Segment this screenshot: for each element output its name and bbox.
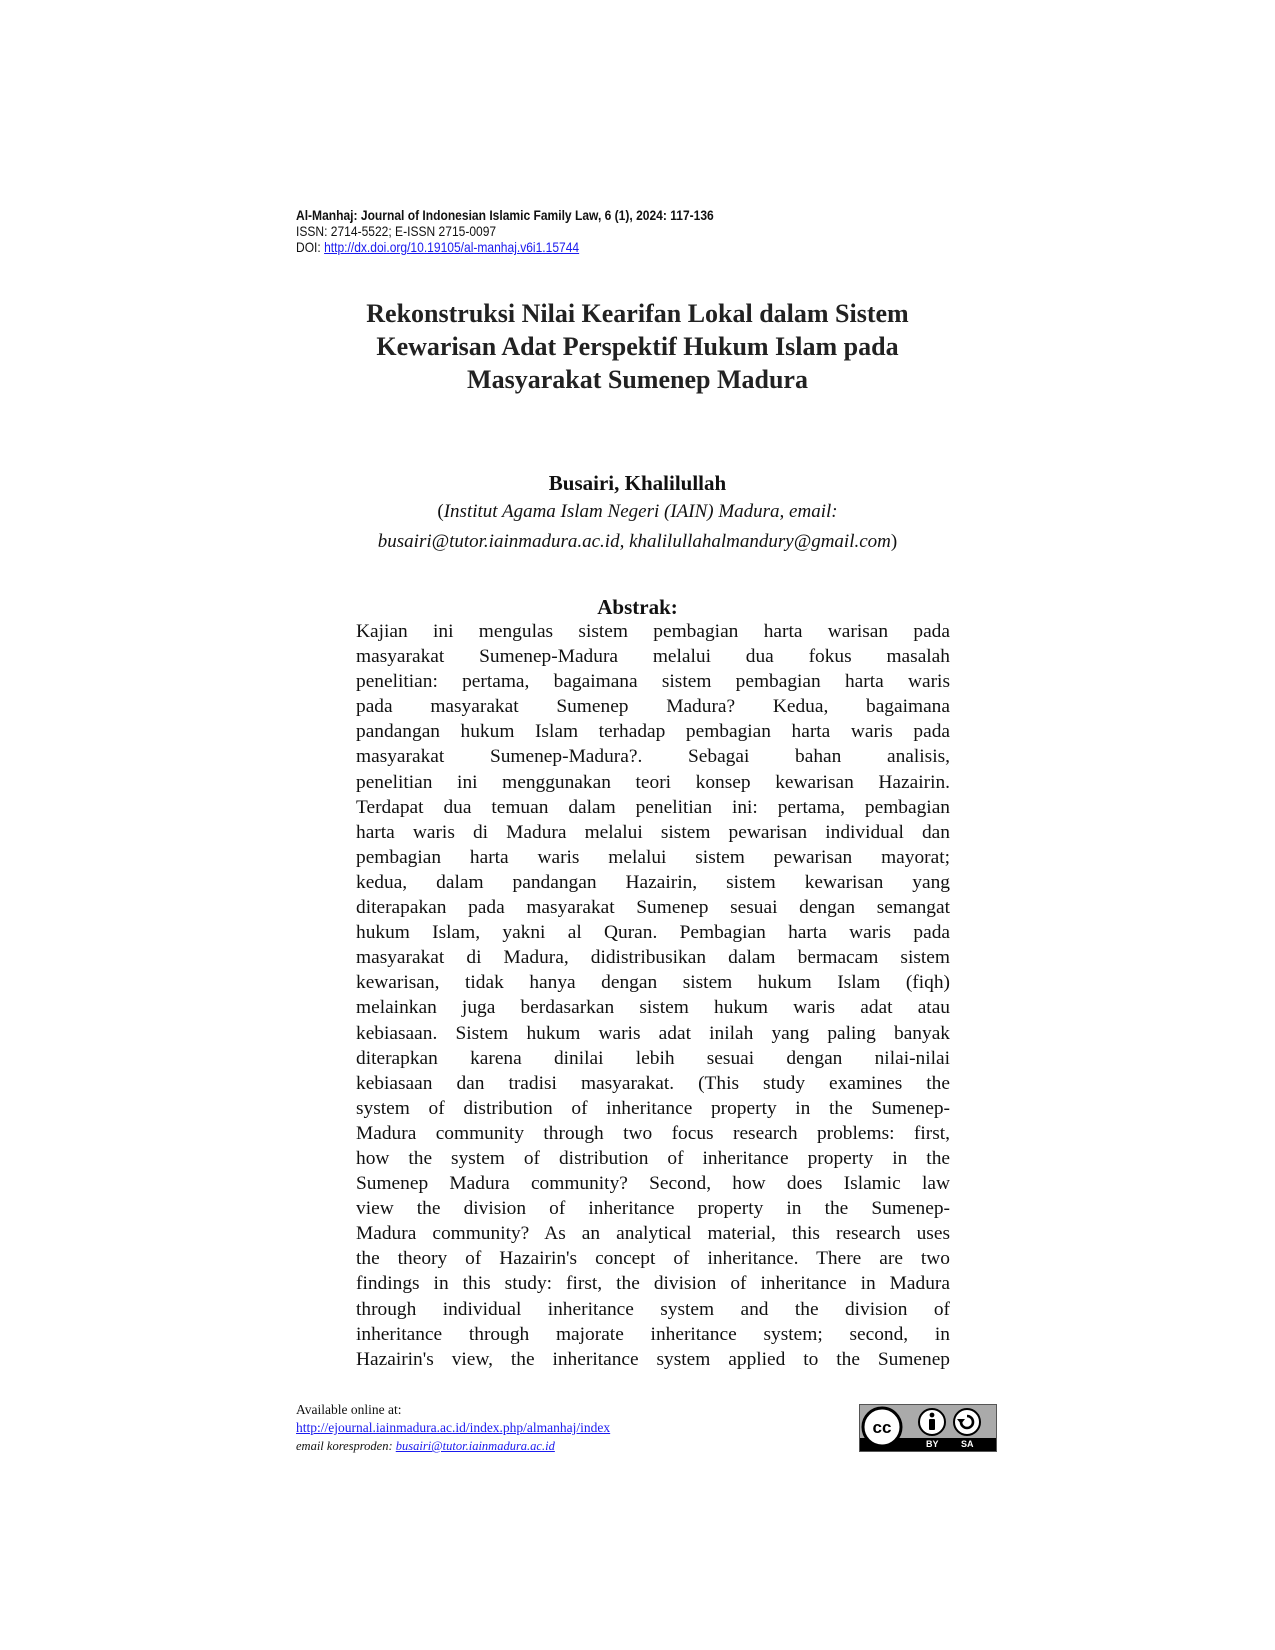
affiliation-institution: Institut Agama Islam Negeri (IAIN) Madura, email: — [443, 501, 838, 522]
abstract-line: findings in this study: first, the division of inheritance in Madura — [356, 1273, 950, 1295]
journal-issn: ISSN: 2714-5522; E-ISSN 2715-0097 — [296, 223, 497, 239]
journal-citation: Al-Manhaj: Journal of Indonesian Islamic Family Law, 6 (1), 2024: 117-136 — [296, 207, 714, 223]
cc-icon — [863, 1408, 901, 1446]
abstract-line: hukum Islam, yakni al Quran. Pembagian harta waris pada — [356, 922, 950, 944]
authors: Busairi, Khalilullah — [548, 471, 727, 495]
abstract-line: penelitian: pertama, bagaimana sistem pembagian harta waris — [356, 671, 950, 693]
abstract-line: kewarisan, tidak hanya dengan sistem hukum Islam (fiqh) — [356, 972, 950, 994]
affiliation-emails: busairi@tutor.iainmadura.ac.id, khalilullahalmandury@gmail.com — [377, 531, 891, 552]
doi-prefix: DOI: — [296, 239, 325, 255]
abstract-line: penelitian ini menggunakan teori konsep kewarisan Hazairin. — [356, 771, 950, 793]
available-label: Available online at: — [296, 1402, 402, 1417]
svg-text:cc: cc — [872, 1418, 892, 1437]
title-line: Rekonstruksi Nilai Kearifan Lokal dalam Sistem — [366, 299, 909, 328]
abstract-heading: Abstrak: — [597, 595, 678, 619]
abstract-line: through individual inheritance system and the division of — [356, 1298, 950, 1320]
abstract-line: kebiasaan. Sistem hukum waris adat inilah yang paling banyak — [356, 1022, 950, 1044]
abstract-line: Madura community? As an analytical material, this research uses — [356, 1223, 950, 1245]
doi-link[interactable]: http://dx.doi.org/10.19105/al-manhaj.v6i1.15744 — [324, 239, 580, 255]
abstract-line: pandangan hukum Islam terhadap pembagian harta waris pada — [356, 721, 950, 743]
abstract-line: Terdapat dua temuan dalam penelitian ini: pertama, pembagian — [356, 796, 950, 818]
paren-open: ( — [437, 501, 444, 522]
abstract-line: diterapakan pada masyarakat Sumenep sesuai dengan semangat — [356, 897, 950, 919]
journal-doi — [296, 239, 714, 255]
abstract-line: pembagian harta waris melalui sistem pewarisan mayorat; — [356, 846, 950, 868]
abstract-line: how the system of distribution of inheritance property in the — [356, 1147, 950, 1169]
abstract-line: masyarakat Sumenep-Madura?. Sebagai bahan analisis, — [356, 746, 950, 768]
title-line: Masyarakat Sumenep Madura — [467, 365, 808, 394]
email-label: email koresproden: — [296, 1439, 396, 1453]
affiliation-line — [330, 497, 945, 527]
paren-close: ) — [890, 531, 898, 552]
by-icon — [919, 1409, 945, 1435]
abstract-line: Kajian ini mengulas sistem pembagian harta warisan pada — [356, 621, 950, 642]
affiliation-line — [330, 527, 945, 557]
abstract-line: inheritance through majorate inheritance system; second, in — [356, 1323, 950, 1345]
by-label: BY — [926, 1439, 939, 1449]
abstract-body — [356, 619, 950, 1372]
abstract-line: harta waris di Madura melalui sistem pewarisan individual dan — [356, 821, 950, 843]
abstract-line: diterapkan karena dinilai lebih sesuai dengan nilai-nilai — [356, 1047, 950, 1069]
abstract-line: Hazairin's view, the inheritance system applied to the Sumenep — [356, 1348, 950, 1370]
title-line: Kewarisan Adat Perspektif Hukum Islam pada — [376, 332, 899, 361]
abstract-line: melainkan juga berdasarkan sistem hukum waris adat atau — [356, 997, 950, 1019]
abstract-line: masyarakat Sumenep-Madura melalui dua fokus masalah — [356, 646, 950, 668]
paper-title — [300, 297, 975, 396]
abstract-line: the theory of Hazairin's concept of inheritance. There are two — [356, 1248, 950, 1270]
affiliation — [330, 497, 945, 557]
journal-header — [296, 207, 782, 255]
abstract-line: Sumenep Madura community? Second, how does Islamic law — [356, 1173, 950, 1195]
abstract-line: Madura community through two focus research problems: first, — [356, 1122, 950, 1144]
abstract-line: kedua, dalam pandangan Hazairin, sistem kewarisan yang — [356, 871, 950, 893]
sa-icon — [954, 1409, 980, 1435]
abstract-line: system of distribution of inheritance property in the Sumenep- — [356, 1097, 950, 1119]
cc-by-sa-badge — [859, 1404, 997, 1452]
journal-url-link[interactable]: http://ejournal.iainmadura.ac.id/index.php/almanhaj/index — [296, 1420, 611, 1435]
abstract-line: pada masyarakat Sumenep Madura? Kedua, bagaimana — [356, 696, 950, 718]
abstract-line: view the division of inheritance property in the Sumenep- — [356, 1198, 950, 1220]
correspondence-email-link[interactable]: busairi@tutor.iainmadura.ac.id — [395, 1439, 555, 1453]
footer — [296, 1401, 610, 1455]
abstract-line: kebiasaan dan tradisi masyarakat. (This study examines the — [356, 1072, 950, 1094]
abstract-line: masyarakat di Madura, didistribusikan dalam bermacam sistem — [356, 947, 950, 969]
sa-label: SA — [961, 1439, 974, 1449]
